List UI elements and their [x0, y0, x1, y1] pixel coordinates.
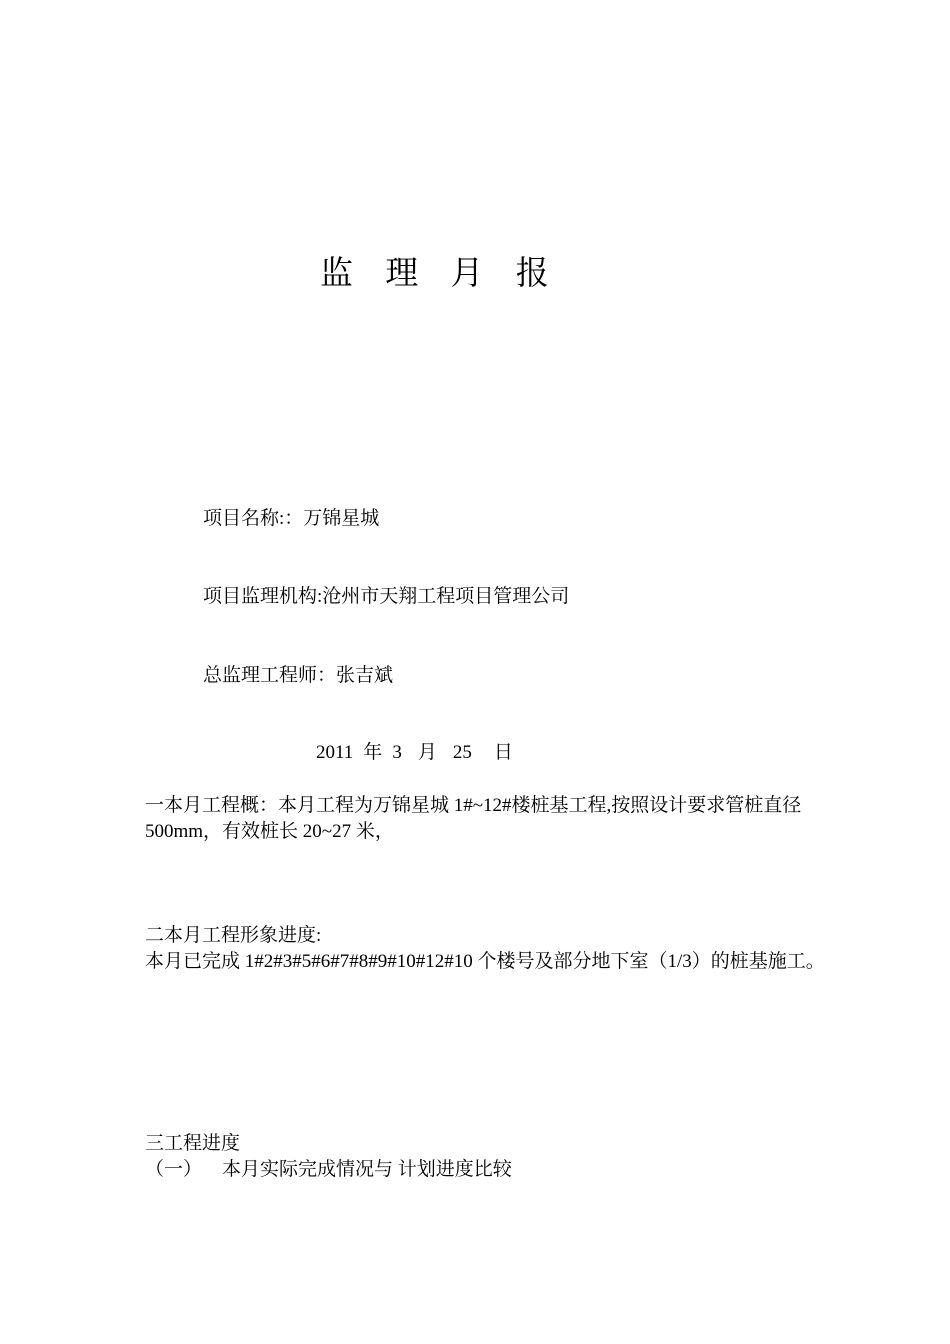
section-progress-image — [145, 923, 825, 975]
overview-line-2: 500mm，有效桩长 20~27 米， — [145, 821, 394, 842]
subsection-text: 本月实际完成情况与 计划进度比较 — [222, 1159, 512, 1180]
subsection-number: （一） — [145, 1159, 203, 1180]
date-month-unit: 月 — [417, 742, 437, 763]
supervision-org: 项目监理机构:沧州市天翔工程项目管理公司 — [203, 586, 570, 607]
section-schedule — [145, 1131, 815, 1183]
report-title: 监 理 月 报 — [320, 256, 561, 292]
date-day-unit: 日 — [493, 742, 513, 763]
report-date — [316, 740, 513, 766]
section-overview — [145, 793, 815, 845]
date-month: 3 — [392, 742, 402, 763]
date-year-unit: 年 — [363, 742, 383, 763]
overview-line-1: 一本月工程概：本月工程为万锦星城 1#~12#楼桩基工程,按照设计要求管桩直径 — [145, 795, 802, 816]
date-year: 2011 — [316, 742, 354, 763]
progress-heading: 二本月工程形象进度: — [145, 925, 322, 946]
schedule-subsection — [145, 1157, 815, 1183]
project-name: 项目名称:：万锦星城 — [203, 508, 380, 529]
chief-engineer: 总监理工程师：张吉斌 — [203, 665, 394, 686]
progress-body: 本月已完成 1#2#3#5#6#7#8#9#10#12#10 个楼号及部分地下室（1/3）的桩基施工。 — [145, 951, 825, 972]
date-day: 25 — [452, 742, 472, 763]
schedule-heading: 三工程进度 — [145, 1133, 241, 1154]
